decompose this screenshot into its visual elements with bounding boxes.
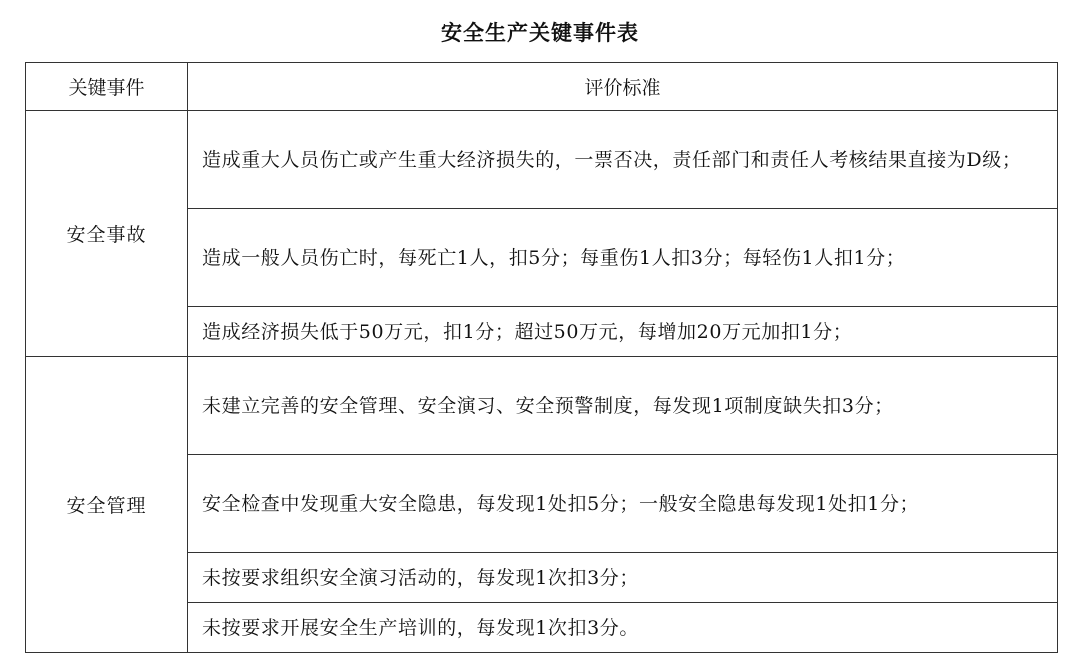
key-events-table [25, 62, 1058, 653]
criteria-cell: 未按要求开展安全生产培训的，每发现1次扣3分。 [188, 603, 1058, 653]
criteria-cell: 安全检查中发现重大安全隐患，每发现1处扣5分；一般安全隐患每发现1处扣1分； [188, 455, 1058, 553]
table-row [26, 357, 1058, 455]
table-row [26, 111, 1058, 209]
table-title: 安全生产关键事件表 [441, 21, 639, 45]
column-header-key-event: 关键事件 [26, 63, 188, 111]
criteria-cell: 未建立完善的安全管理、安全演习、安全预警制度，每发现1项制度缺失扣3分； [188, 357, 1058, 455]
criteria-cell: 造成重大人员伤亡或产生重大经济损失的，一票否决，责任部门和责任人考核结果直接为D级； [188, 111, 1058, 209]
criteria-cell: 造成一般人员伤亡时，每死亡1人，扣5分；每重伤1人扣3分；每轻伤1人扣1分； [188, 209, 1058, 307]
category-cell-safety-accident: 安全事故 [26, 111, 188, 357]
criteria-cell: 未按要求组织安全演习活动的，每发现1次扣3分； [188, 553, 1058, 603]
table-header-row [26, 63, 1058, 111]
category-cell-safety-management: 安全管理 [26, 357, 188, 653]
criteria-cell: 造成经济损失低于50万元，扣1分；超过50万元，每增加20万元加扣1分； [188, 307, 1058, 357]
column-header-criteria: 评价标准 [188, 63, 1058, 111]
